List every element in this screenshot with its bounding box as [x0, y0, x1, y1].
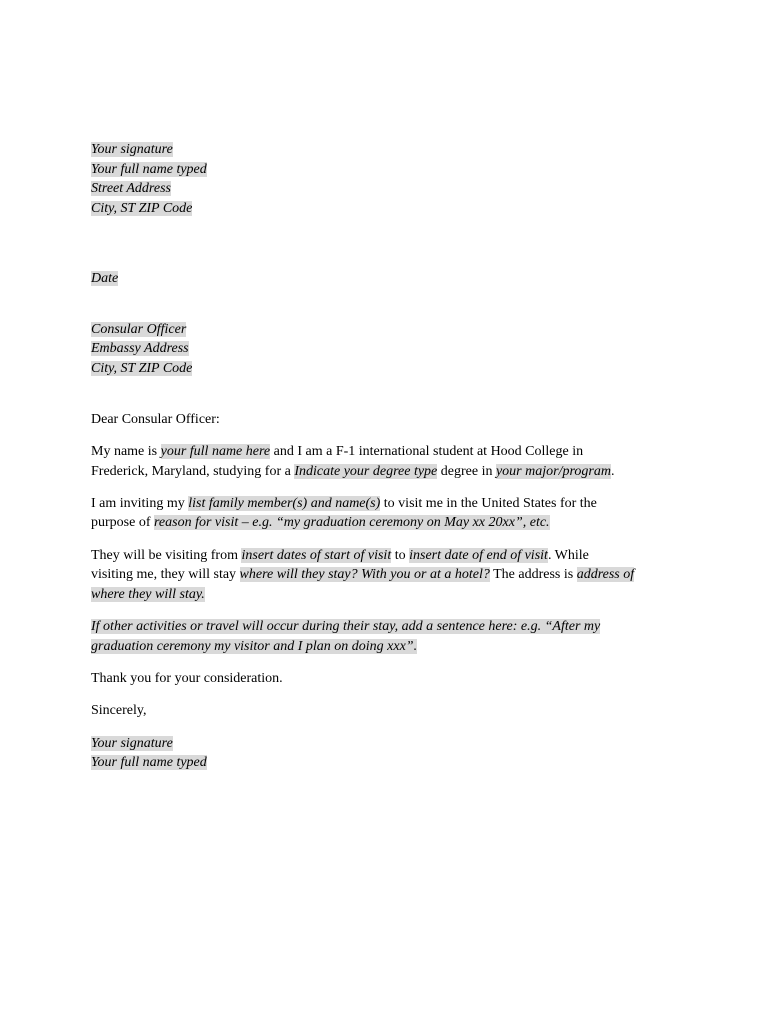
text-run: to visit me in the United States for the — [380, 495, 597, 511]
text-run: visiting me, they will stay — [91, 567, 240, 583]
placeholder-address: address of — [576, 567, 635, 583]
date-block — [91, 269, 691, 289]
text-run: and I am a F-1 international student at Hood College in — [270, 443, 584, 459]
recipient-city: City, ST ZIP Code — [91, 360, 193, 376]
sender-block — [91, 140, 691, 219]
text-run: . While — [547, 547, 589, 563]
paragraph-introduction — [91, 442, 691, 481]
text-run: purpose of — [91, 515, 154, 531]
placeholder-visit-reason: reason for visit – e.g. “my graduation ceremony on May xx 20xx”, etc. — [154, 515, 550, 531]
text-run: . — [610, 463, 615, 479]
text-run: My name is — [91, 443, 161, 459]
recipient-block — [91, 320, 691, 379]
text-run: to — [391, 547, 410, 563]
placeholder-stay-location: where will they stay? With you or at a hotel? — [239, 567, 490, 583]
thanks-line — [91, 669, 691, 689]
sender-street: Street Address — [91, 181, 171, 197]
sender-name: Your full name typed — [91, 161, 207, 177]
placeholder-end-date: insert date of end of visit — [409, 547, 548, 563]
recipient-address: Embassy Address — [91, 341, 189, 357]
text-run: Frederick, Maryland, studying for a — [91, 463, 295, 479]
closing-text: Sincerely, — [91, 703, 147, 719]
text-run: The address is — [489, 567, 577, 583]
salutation — [91, 410, 691, 430]
placeholder-start-date: insert dates of start of visit — [241, 547, 392, 563]
thanks-text: Thank you for your consideration. — [91, 671, 283, 687]
paragraph-activities — [91, 617, 691, 656]
text-run: They will be visiting from — [91, 547, 242, 563]
closing-signature: Your signature — [91, 735, 173, 751]
sender-signature: Your signature — [91, 142, 173, 157]
spacer — [91, 289, 691, 320]
placeholder-major: your major/program — [495, 463, 611, 479]
closing-block — [91, 734, 691, 773]
text-run: I am inviting my — [91, 495, 189, 511]
placeholder-address-cont: where they will stay. — [91, 587, 205, 603]
placeholder-family-members: list family member(s) and name(s) — [188, 495, 381, 511]
paragraph-visit-details — [91, 546, 691, 605]
letter-body — [91, 140, 691, 773]
salutation-text: Dear Consular Officer: — [91, 411, 220, 427]
closing-line — [91, 701, 691, 721]
closing-name: Your full name typed — [91, 755, 207, 771]
recipient-title: Consular Officer — [91, 321, 187, 337]
text-run: degree in — [437, 463, 496, 479]
placeholder-activities-cont: graduation ceremony my visitor and I plan on doing xxx”. — [91, 638, 418, 654]
spacer — [91, 379, 691, 410]
placeholder-degree-type: Indicate your degree type — [294, 463, 438, 479]
placeholder-activities: If other activities or travel will occur during their stay, add a sentence here: e.g. “After my — [91, 619, 601, 635]
sender-city: City, ST ZIP Code — [91, 201, 193, 217]
letter-date: Date — [91, 270, 119, 286]
placeholder-full-name: your full name here — [160, 443, 271, 459]
paragraph-invitation — [91, 494, 691, 533]
spacer — [91, 219, 691, 269]
